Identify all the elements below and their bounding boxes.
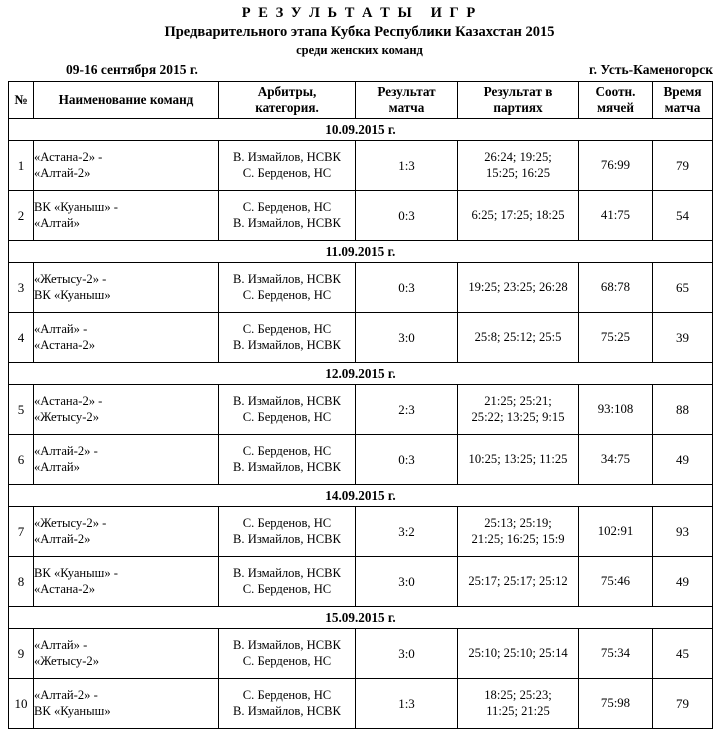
cell-referees [219,507,356,557]
date-group-label: 15.09.2015 г. [9,607,713,629]
column-header-team: Наименование команд [34,82,219,119]
cell-match-result: 3:0 [356,557,458,607]
cell-set-scores [458,141,579,191]
cell-match-number: 6 [9,435,34,485]
cell-referees [219,629,356,679]
cell-match-result: 1:3 [356,141,458,191]
cell-set-scores-sets_l1: 25:8; 25:12; 25:5 [474,329,562,344]
cell-team-names-team_l2: «Жетысу-2» [34,653,100,668]
cell-team-names [34,385,219,435]
cell-match-result: 3:0 [356,313,458,363]
date-separator-row [9,363,713,385]
cell-referees [219,385,356,435]
cell-match-number: 7 [9,507,34,557]
cell-team-names-team_l1: «Жетысу-2» - [34,272,107,286]
cell-set-scores-sets_l1: 25:17; 25:17; 25:12 [468,573,568,588]
cell-set-scores [458,435,579,485]
cell-match-number: 2 [9,191,34,241]
cell-referees-ref_l1: В. Измайлов, НСВК [233,638,341,652]
column-header-ball-ratio [579,82,653,119]
cell-set-scores-sets_l1: 19:25; 23:25; 26:28 [468,279,568,294]
cell-team-names-team_l1: ВК «Куаныш» - [34,566,118,580]
cell-ball-ratio: 68:78 [579,263,653,313]
cell-team-names-team_l2: «Астана-2» [34,581,96,596]
cell-referees [219,191,356,241]
cell-set-scores-sets_l1: 10:25; 13:25; 11:25 [468,451,568,466]
cell-referees-ref_l1: С. Берденов, НС [242,688,332,702]
cell-match-number: 3 [9,263,34,313]
cell-referees-ref_l2: В. Измайлов, НСВК [233,215,341,230]
cell-team-names [34,435,219,485]
date-separator-row [9,241,713,263]
cell-referees-ref_l1: С. Берденов, НС [242,516,332,530]
cell-match-number: 10 [9,679,34,729]
cell-match-result: 0:3 [356,263,458,313]
column-header-referees-line1: Арбитры, [257,84,317,99]
cell-referees-ref_l2: С. Берденов, НС [242,287,332,302]
cell-set-scores-sets_l2: 11:25; 21:25 [486,703,550,718]
cell-match-number: 1 [9,141,34,191]
cell-set-scores-sets_l2: 15:25; 16:25 [485,165,551,180]
cell-team-names-team_l2: ВК «Куаныш» [34,703,111,718]
cell-referees [219,263,356,313]
cell-team-names-team_l2: «Алтай-2» [34,531,91,546]
cell-team-names [34,679,219,729]
cell-team-names-team_l1: «Алтай» - [34,638,88,652]
date-range-label: 09-16 сентября 2015 г. [66,62,198,77]
cell-ball-ratio: 93:108 [579,385,653,435]
cell-team-names [34,507,219,557]
table-row [9,313,713,363]
cell-team-names-team_l2: «Алтай-2» [34,165,91,180]
cell-ball-ratio: 41:75 [579,191,653,241]
cell-team-names-team_l2: «Жетысу-2» [34,409,100,424]
cell-set-scores-sets_l1: 25:10; 25:10; 25:14 [468,645,568,660]
column-header-ball-ratio-line2: мячей [596,100,634,115]
cell-match-number: 9 [9,629,34,679]
cell-match-result: 3:2 [356,507,458,557]
cell-team-names-team_l1: «Алтай-2» - [34,688,98,702]
cell-team-names-team_l1: ВК «Куаныш» - [34,200,118,214]
cell-match-time: 45 [653,629,713,679]
cell-set-scores [458,191,579,241]
date-group-label: 10.09.2015 г. [9,119,713,141]
table-row [9,507,713,557]
table-row [9,141,713,191]
cell-referees-ref_l1: В. Измайлов, НСВК [233,150,341,164]
date-separator-row [9,607,713,629]
column-header-set-results-line1: Результат в [483,84,553,99]
table-row [9,191,713,241]
cell-match-result: 2:3 [356,385,458,435]
column-header-match-time-line1: Время [663,84,702,99]
date-separator-row [9,119,713,141]
table-row [9,385,713,435]
cell-match-result: 1:3 [356,679,458,729]
cell-team-names [34,313,219,363]
cell-referees-ref_l2: С. Берденов, НС [242,409,332,424]
cell-team-names [34,557,219,607]
cell-ball-ratio: 75:46 [579,557,653,607]
cell-team-names [34,191,219,241]
table-header-row [9,82,713,119]
cell-set-scores [458,313,579,363]
column-header-match-result-line1: Результат [377,84,436,99]
column-header-set-results-line2: партиях [493,100,543,115]
column-header-match-time-line2: матча [664,100,701,115]
cell-team-names-team_l1: «Астана-2» - [34,150,103,164]
cell-set-scores [458,629,579,679]
table-row [9,263,713,313]
column-header-set-results [458,82,579,119]
table-row [9,557,713,607]
cell-referees [219,141,356,191]
cell-match-time: 79 [653,679,713,729]
page-title: Р Е З У Л Ь Т А Т Ы И Г Р [241,5,478,21]
document-header [0,0,719,81]
cell-set-scores-sets_l1: 6:25; 17:25; 18:25 [471,207,565,222]
cell-match-time: 79 [653,141,713,191]
cell-match-time: 49 [653,557,713,607]
cell-referees-ref_l1: В. Измайлов, НСВК [233,566,341,580]
cell-match-time: 65 [653,263,713,313]
cell-match-time: 39 [653,313,713,363]
date-group-label: 11.09.2015 г. [9,241,713,263]
cell-team-names-team_l2: «Алтай» [34,215,80,230]
cell-referees-ref_l2: С. Берденов, НС [242,653,332,668]
column-header-number: № [9,82,34,119]
cell-referees [219,313,356,363]
table-body [9,119,713,729]
cell-match-number: 4 [9,313,34,363]
cell-set-scores-sets_l2: 21:25; 16:25; 15:9 [471,531,565,546]
cell-match-number: 8 [9,557,34,607]
document-meta [0,58,719,81]
cell-team-names [34,629,219,679]
column-header-match-result-line2: матча [388,100,425,115]
cell-team-names-team_l2: ВК «Куаныш» [34,287,111,302]
cell-ball-ratio: 75:98 [579,679,653,729]
cell-referees [219,679,356,729]
cell-ball-ratio: 75:25 [579,313,653,363]
cell-ball-ratio: 102:91 [579,507,653,557]
cell-match-time: 93 [653,507,713,557]
cell-referees-ref_l1: С. Берденов, НС [242,322,332,336]
cell-team-names-team_l2: «Астана-2» [34,337,96,352]
cell-match-time: 49 [653,435,713,485]
cell-team-names [34,141,219,191]
cell-referees-ref_l1: В. Измайлов, НСВК [233,394,341,408]
city-label: г. Усть-Каменогорск [589,62,713,77]
cell-team-names-team_l1: «Алтай» - [34,322,88,336]
cell-match-time: 54 [653,191,713,241]
cell-referees-ref_l2: В. Измайлов, НСВК [233,337,341,352]
cell-ball-ratio: 34:75 [579,435,653,485]
cell-set-scores-sets_l2: 25:22; 13:25; 9:15 [471,409,565,424]
cell-set-scores [458,679,579,729]
cell-team-names [34,263,219,313]
cell-team-names-team_l1: «Астана-2» - [34,394,103,408]
date-group-label: 14.09.2015 г. [9,485,713,507]
cell-set-scores [458,263,579,313]
table-row [9,629,713,679]
cell-team-names-team_l1: «Жетысу-2» - [34,516,107,530]
cell-ball-ratio: 75:34 [579,629,653,679]
cell-set-scores [458,385,579,435]
date-group-label: 12.09.2015 г. [9,363,713,385]
cell-referees-ref_l2: В. Измайлов, НСВК [233,459,341,474]
column-header-ball-ratio-line1: Соотн. [595,84,636,99]
table-row [9,435,713,485]
cell-match-result: 3:0 [356,629,458,679]
cell-set-scores-sets_l1: 21:25; 25:21; [484,394,552,408]
cell-referees [219,435,356,485]
cell-match-time: 88 [653,385,713,435]
cell-referees [219,557,356,607]
cell-referees-ref_l1: С. Берденов, НС [242,200,332,214]
cell-match-number: 5 [9,385,34,435]
cell-set-scores [458,507,579,557]
cell-match-result: 0:3 [356,191,458,241]
cell-referees-ref_l2: В. Измайлов, НСВК [233,703,341,718]
column-header-match-time [653,82,713,119]
cell-referees-ref_l2: В. Измайлов, НСВК [233,531,341,546]
cell-set-scores-sets_l1: 25:13; 25:19; [484,516,552,530]
column-header-referees [219,82,356,119]
cell-referees-ref_l1: В. Измайлов, НСВК [233,272,341,286]
cell-referees-ref_l2: С. Берденов, НС [242,581,332,596]
table-row [9,679,713,729]
cell-team-names-team_l1: «Алтай-2» - [34,444,98,458]
date-separator-row [9,485,713,507]
cell-set-scores-sets_l1: 18:25; 25:23; [484,688,552,702]
cell-set-scores-sets_l1: 26:24; 19:25; [484,150,552,164]
column-header-referees-line2: категория. [255,100,319,115]
page-subtitle-competition: Предварительного этапа Кубка Республики Казахстан 2015 [164,24,555,40]
results-table [8,81,713,729]
cell-referees-ref_l1: С. Берденов, НС [242,444,332,458]
cell-referees-ref_l2: С. Берденов, НС [242,165,332,180]
cell-team-names-team_l2: «Алтай» [34,459,80,474]
cell-match-result: 0:3 [356,435,458,485]
cell-set-scores [458,557,579,607]
page-subtitle-category: среди женских команд [296,43,423,57]
cell-ball-ratio: 76:99 [579,141,653,191]
column-header-match-result [356,82,458,119]
